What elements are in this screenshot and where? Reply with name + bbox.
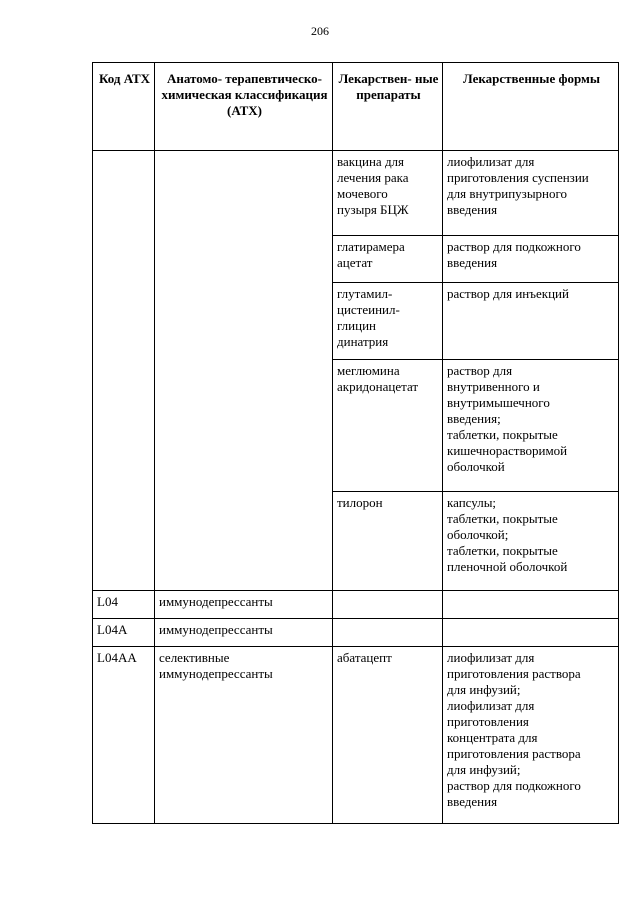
header-drugs: Лекарствен- ные препараты xyxy=(333,63,443,151)
forms-cell: лиофилизат для приготовления суспензии для внутрипузырного введения xyxy=(443,151,619,236)
table-row xyxy=(93,619,619,647)
atx-code-cell: L04A xyxy=(93,619,155,647)
table-row xyxy=(93,151,619,236)
atx-code-cell: L04 xyxy=(93,591,155,619)
forms-cell: раствор для подкожного введения xyxy=(443,236,619,283)
table-row xyxy=(93,647,619,824)
drug-cell: тилорон xyxy=(333,492,443,591)
forms-cell xyxy=(443,619,619,647)
drug-cell: глутамил- цистеинил- глицин динатрия xyxy=(333,283,443,360)
drug-cell: меглюмина акридонацетат xyxy=(333,360,443,492)
header-dosage-forms: Лекарственные формы xyxy=(443,63,619,151)
header-atx-classification: Анатомо- терапевтическо- химическая классификация (АТХ) xyxy=(155,63,333,151)
atx-code-cell: L04AA xyxy=(93,647,155,824)
classification-cell: иммунодепрессанты xyxy=(155,619,333,647)
forms-cell: капсулы; таблетки, покрытые оболочкой; таблетки, покрытые пленочной оболочкой xyxy=(443,492,619,591)
empty-code-cell xyxy=(93,151,155,591)
forms-cell: раствор для инъекций xyxy=(443,283,619,360)
table-header-row xyxy=(93,63,619,151)
forms-cell: раствор для внутривенного и внутримышечного введения; таблетки, покрытые кишечнорастворимой оболочкой xyxy=(443,360,619,492)
classification-cell: иммунодепрессанты xyxy=(155,591,333,619)
drug-cell xyxy=(333,591,443,619)
table-row xyxy=(93,591,619,619)
header-atx-code: Код АТХ xyxy=(93,63,155,151)
atx-drug-table xyxy=(92,62,619,824)
page-number: 206 xyxy=(311,24,329,38)
drug-cell: вакцина для лечения рака мочевого пузыря БЦЖ xyxy=(333,151,443,236)
classification-cell: селективные иммунодепрессанты xyxy=(155,647,333,824)
forms-cell: лиофилизат для приготовления раствора для инфузий; лиофилизат для приготовления концентрата для приготовления раствора для инфузий; раствор для подкожного введения xyxy=(443,647,619,824)
drug-cell: глатирамера ацетат xyxy=(333,236,443,283)
forms-cell xyxy=(443,591,619,619)
drug-cell: абатацепт xyxy=(333,647,443,824)
empty-classification-cell xyxy=(155,151,333,591)
drug-cell xyxy=(333,619,443,647)
